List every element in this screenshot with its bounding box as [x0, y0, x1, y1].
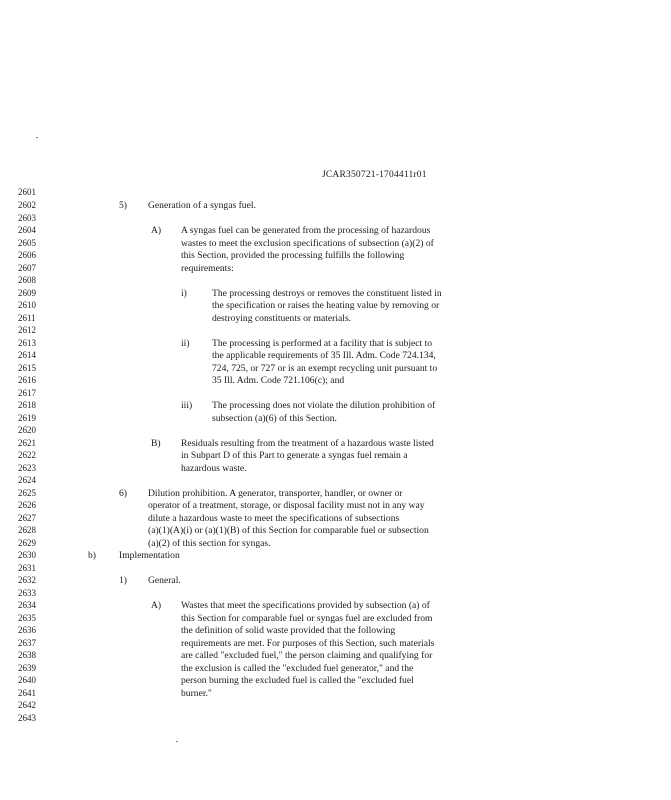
item-text: the applicable requirements of 35 Ill. Adm. Code 724.134,: [212, 350, 436, 361]
paragraph-text: A syngas fuel can be generated from the processing of hazardous: [181, 225, 431, 236]
scan-speck: [36, 137, 38, 138]
line-number: 2618: [18, 400, 36, 410]
paragraph-text: requirements:: [181, 263, 234, 274]
line-number: 2636: [18, 625, 36, 635]
subsection-text: operator of a treatment, storage, or disposal facility must not in any way: [148, 500, 425, 511]
line-number: 2606: [18, 250, 36, 260]
paragraph-text: wastes to meet the exclusion specifications of subsection (a)(2) of: [181, 238, 434, 249]
item-text: The processing destroys or removes the constituent listed in: [212, 288, 442, 299]
line-number: 2621: [18, 438, 36, 448]
line-number: 2601: [18, 187, 36, 197]
item-label: i): [181, 288, 187, 299]
line-number: 2619: [18, 413, 36, 423]
line-number: 2631: [18, 563, 36, 573]
line-number: 2639: [18, 663, 36, 673]
item-text: The processing is performed at a facility that is subject to: [212, 338, 433, 349]
subsection-label: 5): [119, 200, 127, 211]
item-label: iii): [181, 400, 193, 411]
item-label: ii): [181, 338, 190, 349]
paragraph-text: the exclusion is called the "excluded fuel generator," and the: [181, 663, 414, 674]
line-number: 2607: [18, 263, 36, 273]
item-text: The processing does not violate the dilution prohibition of: [212, 400, 436, 411]
paragraph-text: this Section for comparable fuel or syngas fuel are excluded from: [181, 613, 433, 624]
line-number: 2612: [18, 325, 36, 335]
subsection-text: (a)(2) of this section for syngas.: [148, 538, 271, 549]
paragraph-label: A): [151, 225, 162, 236]
line-number: 2630: [18, 550, 36, 560]
paragraph-text: burner.": [181, 688, 212, 699]
line-number: 2605: [18, 238, 36, 248]
line-number: 2611: [18, 313, 36, 323]
paragraph-text: requirements are met. For purposes of this Section, such materials: [181, 638, 435, 649]
paragraph-text: this Section, provided the processing fulfills the following: [181, 250, 405, 261]
line-number: 2616: [18, 375, 36, 385]
line-number: 2628: [18, 525, 36, 535]
item-text: destroying constituents or materials.: [212, 313, 352, 324]
line-number: 2608: [18, 275, 36, 285]
line-number: 2625: [18, 488, 36, 498]
line-number: 2609: [18, 288, 36, 298]
paragraph-label: A): [151, 600, 162, 611]
line-number: 2643: [18, 713, 36, 723]
subsection-heading: General.: [148, 575, 181, 586]
item-text: subsection (a)(6) of this Section.: [212, 413, 337, 424]
subsection-text: (a)(1)(A)(i) or (a)(1)(B) of this Section for comparable fuel or subsection: [148, 525, 429, 536]
line-number: 2623: [18, 463, 36, 473]
line-number: 2610: [18, 300, 36, 310]
paragraph-text: Wastes that meet the specifications provided by subsection (a) of: [181, 600, 430, 611]
line-number: 2632: [18, 575, 36, 585]
line-number: 2634: [18, 600, 36, 610]
section-label: b): [88, 550, 96, 561]
scan-speck: [176, 741, 178, 742]
line-number: 2635: [18, 613, 36, 623]
item-text: 35 Ill. Adm. Code 721.106(c); and: [212, 375, 345, 386]
paragraph-text: in Subpart D of this Part to generate a syngas fuel remain a: [181, 450, 408, 461]
paragraph-text: person burning the excluded fuel is called the "excluded fuel: [181, 675, 414, 686]
line-number: 2604: [18, 225, 36, 235]
line-number: 2627: [18, 513, 36, 523]
item-text: 724, 725, or 727 or is an exempt recycling unit pursuant to: [212, 363, 438, 374]
line-number: 2638: [18, 650, 36, 660]
subsection-heading: Generation of a syngas fuel.: [148, 200, 256, 211]
line-number: 2615: [18, 363, 36, 373]
section-heading: Implementation: [119, 550, 180, 561]
subsection-label: 1): [119, 575, 127, 586]
paragraph-text: hazardous waste.: [181, 463, 247, 474]
line-number: 2622: [18, 450, 36, 460]
line-number: 2629: [18, 538, 36, 548]
line-number: 2624: [18, 475, 36, 485]
item-text: the specification or raises the heating value by removing or: [212, 300, 440, 311]
paragraph-label: B): [151, 438, 161, 449]
paragraph-text: are called "excluded fuel," the person claiming and qualifying for: [181, 650, 433, 661]
line-number: 2633: [18, 588, 36, 598]
subsection-label: 6): [119, 488, 127, 499]
subsection-text: Dilution prohibition. A generator, transporter, handler, or owner or: [148, 488, 403, 499]
line-number: 2637: [18, 638, 36, 648]
paragraph-text: Residuals resulting from the treatment of a hazardous waste listed: [181, 438, 434, 449]
line-number: 2620: [18, 425, 36, 435]
line-number: 2613: [18, 338, 36, 348]
line-number: 2640: [18, 675, 36, 685]
line-number: 2602: [18, 200, 36, 210]
line-number: 2642: [18, 700, 36, 710]
line-number: 2617: [18, 388, 36, 398]
subsection-text: dilute a hazardous waste to meet the specifications of subsections: [148, 513, 400, 524]
line-number: 2626: [18, 500, 36, 510]
line-number: 2603: [18, 213, 36, 223]
line-number: 2641: [18, 688, 36, 698]
document-header: JCAR350721-1704411r01: [322, 170, 427, 180]
line-number: 2614: [18, 350, 36, 360]
paragraph-text: the definition of solid waste provided that the following: [181, 625, 396, 636]
